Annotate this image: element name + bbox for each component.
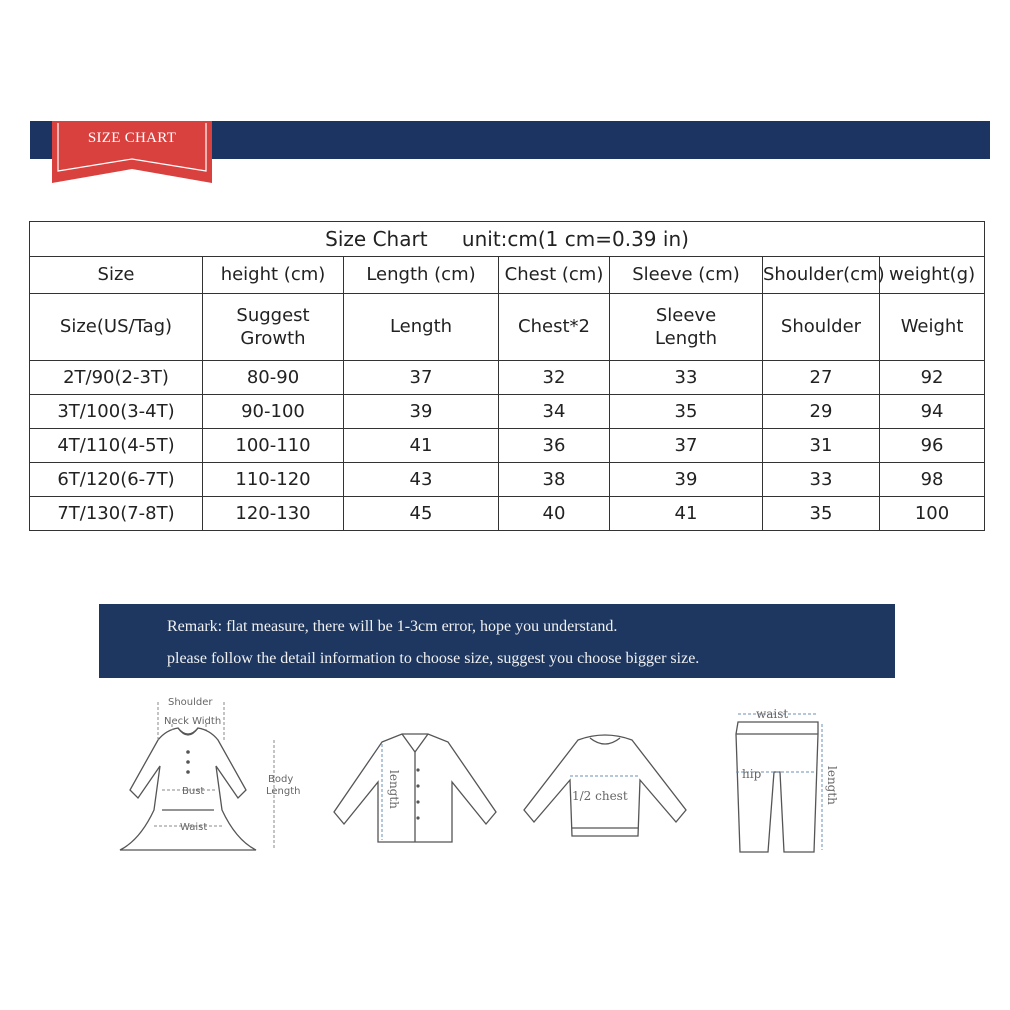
table-row — [30, 497, 985, 531]
shirt-length-label: length — [387, 770, 401, 809]
table-cell: 32 — [499, 361, 610, 395]
table-cell: 36 — [499, 429, 610, 463]
table-cell: 35 — [763, 497, 880, 531]
header-cell: Chest (cm) — [499, 257, 610, 294]
pants-waist-label: waist — [756, 707, 789, 721]
shirt-diagram — [330, 730, 500, 850]
header-row — [30, 257, 985, 294]
table-cell: 7T/130(7-8T) — [30, 497, 203, 531]
table-cell: 110-120 — [203, 463, 344, 497]
dress-shoulder-label: Shoulder — [168, 697, 213, 708]
table-row — [30, 395, 985, 429]
table-cell: 31 — [763, 429, 880, 463]
remark-box — [99, 604, 895, 678]
table-cell: 33 — [763, 463, 880, 497]
table-cell: 45 — [344, 497, 499, 531]
table-title: Size Chart — [325, 227, 428, 251]
table-cell: 90-100 — [203, 395, 344, 429]
table-cell: 4T/110(4-5T) — [30, 429, 203, 463]
dress-bust-label: Bust — [182, 786, 205, 797]
pants-diagram — [722, 700, 852, 860]
table-cell: 40 — [499, 497, 610, 531]
dress-length-label: Length — [266, 786, 301, 797]
unit-note: unit:cm(1 cm=0.39 in) — [461, 227, 689, 251]
table-cell: 38 — [499, 463, 610, 497]
header-cell: Sleeve (cm) — [610, 257, 763, 294]
table-row — [30, 463, 985, 497]
subheader-cell: Chest*2 — [499, 294, 610, 361]
header-cell: weight(g) — [880, 257, 985, 294]
size-chart-tag: SIZE CHART — [87, 130, 177, 146]
dress-body-label: Body — [268, 774, 294, 785]
table-cell: 41 — [610, 497, 763, 531]
header-cell: Shoulder(cm) — [763, 257, 880, 294]
subheader-cell: Length — [344, 294, 499, 361]
subheader-cell: Shoulder — [763, 294, 880, 361]
table-cell: 96 — [880, 429, 985, 463]
table-cell: 33 — [610, 361, 763, 395]
table-cell: 27 — [763, 361, 880, 395]
subheader-cell: Sleeve Length — [610, 294, 763, 361]
pants-length-label: length — [825, 766, 839, 805]
header-cell: Length (cm) — [344, 257, 499, 294]
table-cell: 29 — [763, 395, 880, 429]
table-title-row — [30, 222, 985, 257]
table-title-cell — [30, 222, 985, 257]
table-cell: 100 — [880, 497, 985, 531]
table-cell: 35 — [610, 395, 763, 429]
table-row — [30, 429, 985, 463]
subheader-cell: Size(US/Tag) — [30, 294, 203, 361]
table-cell: 6T/120(6-7T) — [30, 463, 203, 497]
table-cell: 39 — [610, 463, 763, 497]
table-cell: 92 — [880, 361, 985, 395]
subheader-row — [30, 294, 985, 361]
table-row — [30, 361, 985, 395]
table-cell: 37 — [344, 361, 499, 395]
table-cell: 37 — [610, 429, 763, 463]
table-cell: 120-130 — [203, 497, 344, 531]
dress-waist-label: Waist — [180, 822, 208, 833]
table-cell: 80-90 — [203, 361, 344, 395]
table-cell: 34 — [499, 395, 610, 429]
table-body — [30, 361, 985, 531]
table-cell: 3T/100(3-4T) — [30, 395, 203, 429]
table-cell: 43 — [344, 463, 499, 497]
pants-hip-label: hip — [742, 767, 762, 781]
size-table — [29, 221, 985, 531]
table-cell: 41 — [344, 429, 499, 463]
table-cell: 100-110 — [203, 429, 344, 463]
table-cell: 94 — [880, 395, 985, 429]
table-cell: 98 — [880, 463, 985, 497]
sweater-chest-label: 1/2 chest — [572, 789, 628, 803]
sweater-diagram — [520, 730, 690, 850]
dress-neck-width-label: Neck Width — [164, 716, 222, 727]
dress-diagram — [106, 690, 316, 860]
header-cell: Size — [30, 257, 203, 294]
table-cell: 39 — [344, 395, 499, 429]
remark-line-2: please follow the detail information to choose size, suggest you choose bigger size. — [167, 650, 700, 667]
subheader-cell: Suggest Growth — [203, 294, 344, 361]
remark-line-1: Remark: flat measure, there will be 1-3cm error, hope you understand. — [167, 618, 618, 635]
subheader-cell: Weight — [880, 294, 985, 361]
header-cell: height (cm) — [203, 257, 344, 294]
table-cell: 2T/90(2-3T) — [30, 361, 203, 395]
